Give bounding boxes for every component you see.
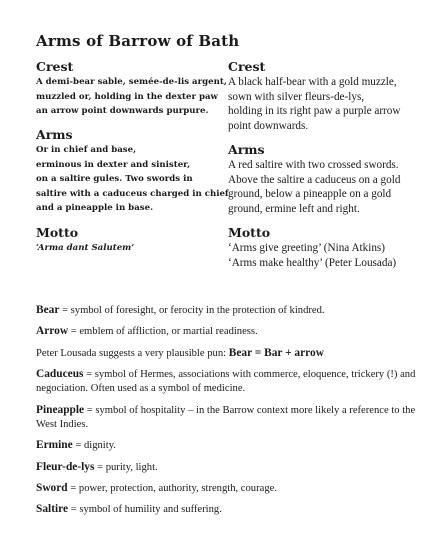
glossary-term: Pineapple (36, 403, 85, 416)
glossary-definition: = symbol of Hermes, associations with commerce, eloquence, trickery (!) and negociation. Often used as a symbol of medicine. (36, 368, 416, 395)
glossary-entry-caduceus (36, 367, 426, 397)
left-arms-line: saltire with a caduceus charged in chief (36, 188, 229, 199)
left-motto-line: ‘Arma dant Salutem’ (36, 243, 135, 253)
glossary-definition: = purity, light. (94, 461, 158, 473)
symbol-glossary (36, 303, 426, 524)
glossary-term: Saltire (36, 503, 69, 516)
left-crest-heading: Crest (36, 59, 74, 74)
right-motto-line: ‘Arms give greeting’ (Nina Atkins) (228, 242, 386, 254)
glossary-entry-ermine (36, 438, 426, 454)
glossary-term: Caduceus (36, 367, 84, 380)
right-crest-line: sown with silver fleurs-de-lys, (228, 90, 365, 103)
left-arms-line: Or in chief and base, (36, 145, 137, 155)
left-crest-line: an arrow point downwards purpure. (36, 106, 209, 117)
glossary-definition: = symbol of humility and suffering. (68, 504, 222, 516)
right-arms-line: Above the saltire a caduceus on a gold (228, 173, 401, 186)
glossary-term: Ermine (36, 439, 73, 452)
glossary-term: Fleur-de-lys (36, 460, 95, 473)
right-crest-heading: Crest (228, 59, 266, 74)
glossary-definition: = dignity. (72, 440, 116, 452)
right-crest-line: point downwards. (228, 119, 309, 132)
glossary-definition: Peter Lousada suggests a very plausible pun: (36, 347, 229, 359)
left-crest-line: muzzled or, holding in the dexter paw (36, 91, 218, 102)
glossary-entry-saltire (36, 502, 426, 518)
page-title: Arms of Barrow of Bath (36, 32, 240, 50)
left-crest-section (36, 60, 226, 119)
glossary-entry-bear (36, 303, 426, 319)
left-arms-heading: Arms (36, 127, 73, 142)
glossary-entry-pun (36, 346, 426, 362)
right-crest-line: A black half-bear with a gold muzzle, (228, 76, 397, 88)
right-arms-line: ground, below a pineapple on a gold (228, 188, 392, 201)
right-crest-line: holding in its right paw a purple arrow (228, 105, 401, 118)
right-motto-line: ‘Arms make healthy’ (Peter Lousada) (228, 256, 397, 269)
right-arms-line: A red saltire with two crossed swords. (228, 159, 399, 171)
glossary-definition: = symbol of foresight, or ferocity in the protection of kindred. (59, 305, 325, 316)
left-arms-line: erminous in dexter and sinister, (36, 159, 191, 170)
glossary-entry-fleur-de-lys (36, 460, 426, 476)
right-motto-section (228, 226, 408, 270)
glossary-definition: = power, protection, authority, strength, courage. (67, 483, 277, 495)
left-crest-line: A demi-bear sable, semée-de-lis argent, (36, 77, 227, 87)
right-arms-line: ground, ermine left and right. (228, 202, 360, 215)
right-arms-section (228, 143, 408, 216)
glossary-definition: = symbol of hospitality – in the Barrow context more likely a reference to the West Indies. (36, 404, 416, 431)
right-arms-heading: Arms (228, 142, 265, 157)
left-arms-section (36, 127, 229, 216)
glossary-entry-pineapple (36, 403, 426, 433)
glossary-definition: = emblem of affliction, or martial readiness. (68, 326, 258, 338)
glossary-entry-arrow (36, 324, 426, 340)
right-motto-heading: Motto (228, 225, 271, 240)
glossary-term: Bear (36, 304, 60, 316)
glossary-pun: Bear = Bar + arrow (228, 346, 324, 359)
right-crest-section (228, 60, 408, 133)
left-motto-section (36, 226, 226, 256)
glossary-term: Sword (36, 482, 68, 495)
left-arms-line: on a saltire gules. Two swords in (36, 174, 193, 185)
left-arms-line: and a pineapple in base. (36, 203, 154, 214)
glossary-term: Arrow (36, 325, 69, 338)
left-motto-heading: Motto (36, 225, 79, 240)
glossary-entry-sword (36, 481, 426, 497)
